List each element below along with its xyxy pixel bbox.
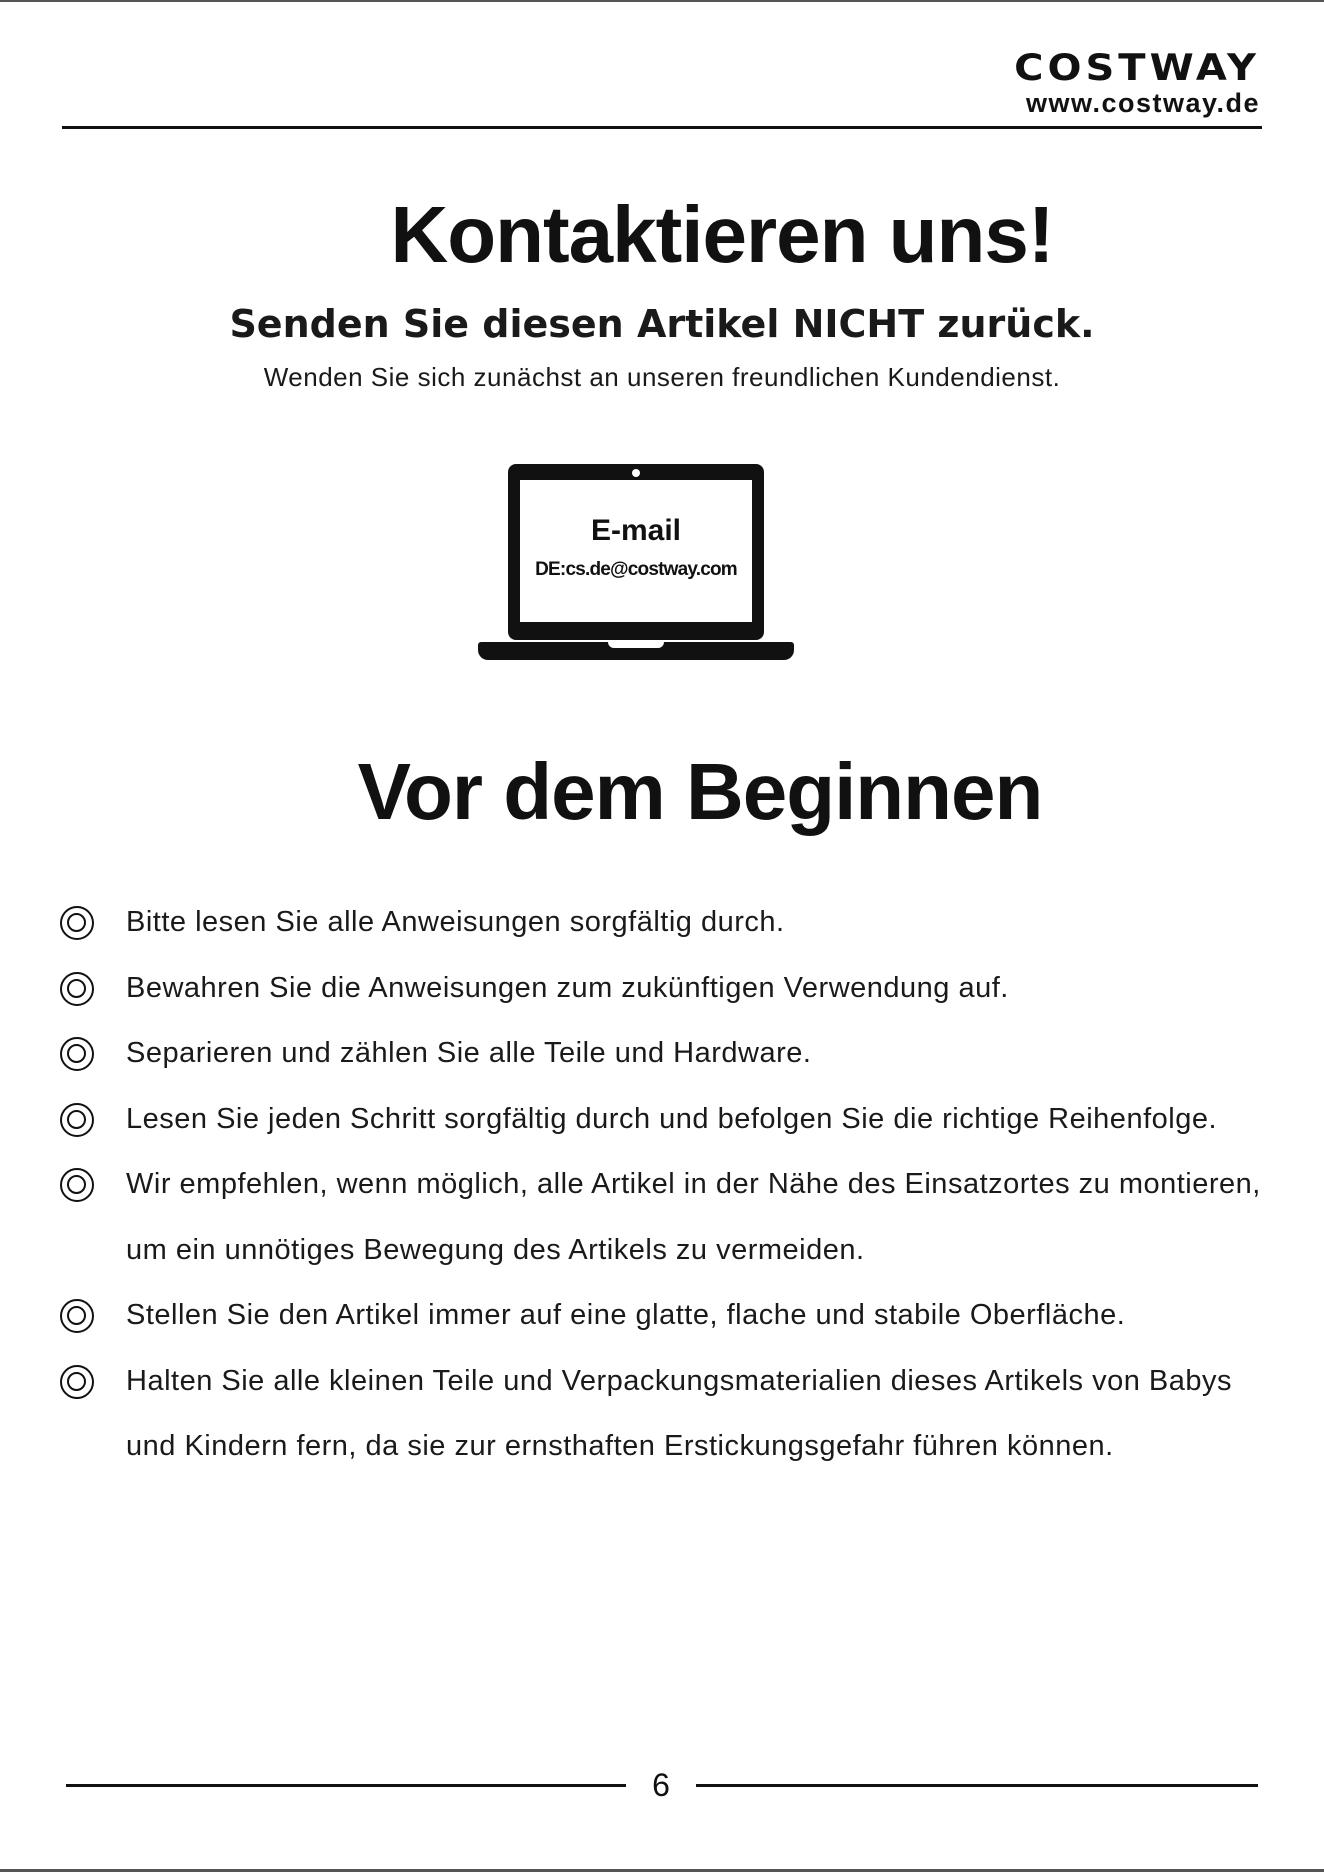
contact-subtitle: Senden Sie diesen Artikel NICHT zurück. [229, 302, 1095, 346]
list-item [60, 956, 1280, 1022]
laptop-screen [508, 464, 764, 640]
laptop-display [520, 480, 752, 622]
header-divider [62, 126, 1262, 129]
laptop-notch [608, 642, 664, 648]
footer-divider-right [696, 1784, 1258, 1787]
contact-note: Wenden Sie sich zunächst an unseren freundlichen Kundendienst. [263, 362, 1061, 392]
list-item-text: Wir empfehlen, wenn möglich, alle Artikel in der Nähe des Einsatzortes zu montieren, um ein unnötiges Bewegung des Artikels zu vermeiden. [126, 1168, 1261, 1266]
bullseye-bullet-icon [60, 1037, 94, 1071]
page-number: 6 [652, 1767, 670, 1803]
brand-url: www.costway.de [1025, 88, 1260, 118]
list-item [60, 1087, 1280, 1153]
bullseye-bullet-icon [60, 972, 94, 1006]
footer-divider-left [66, 1784, 626, 1787]
before-title: Vor dem Beginnen [357, 747, 1043, 836]
bullseye-bullet-icon [60, 1299, 94, 1333]
instruction-list [60, 890, 1280, 1480]
list-item [60, 1349, 1280, 1480]
laptop-camera [632, 469, 640, 477]
laptop-icon [478, 464, 794, 664]
contact-title: Kontaktieren uns! [390, 190, 1054, 279]
top-border [0, 0, 1324, 2]
list-item-text: Separieren und zählen Sie alle Teile und Hardware. [126, 1037, 812, 1069]
list-item [60, 1283, 1280, 1349]
brand-logo: COSTWAY [1014, 46, 1260, 90]
list-item-text: Halten Sie alle kleinen Teile und Verpackungsmaterialien dieses Artikels von Babys und Kindern fern, da sie zur ernsthaften Erstickungsgefahr führen können. [126, 1364, 1233, 1462]
list-item-text: Lesen Sie jeden Schritt sorgfältig durch und befolgen Sie die richtige Reihenfolge. [126, 1102, 1218, 1135]
brand-block [1014, 48, 1260, 118]
list-item-text: Bitte lesen Sie alle Anweisungen sorgfältig durch. [126, 906, 785, 938]
list-item [60, 1021, 1280, 1087]
bullseye-bullet-icon [60, 906, 94, 940]
bullseye-bullet-icon [60, 1103, 94, 1137]
list-item-text: Bewahren Sie die Anweisungen zum zukünftigen Verwendung auf. [126, 971, 1009, 1004]
list-item [60, 890, 1280, 956]
list-item [60, 1152, 1280, 1283]
list-item-text: Stellen Sie den Artikel immer auf eine glatte, flache und stabile Oberfläche. [126, 1299, 1126, 1331]
email-label: E-mail [590, 514, 682, 547]
bullseye-bullet-icon [60, 1365, 94, 1399]
bullseye-bullet-icon [60, 1168, 94, 1202]
email-address: DE:cs.de@costway.com [535, 559, 737, 580]
